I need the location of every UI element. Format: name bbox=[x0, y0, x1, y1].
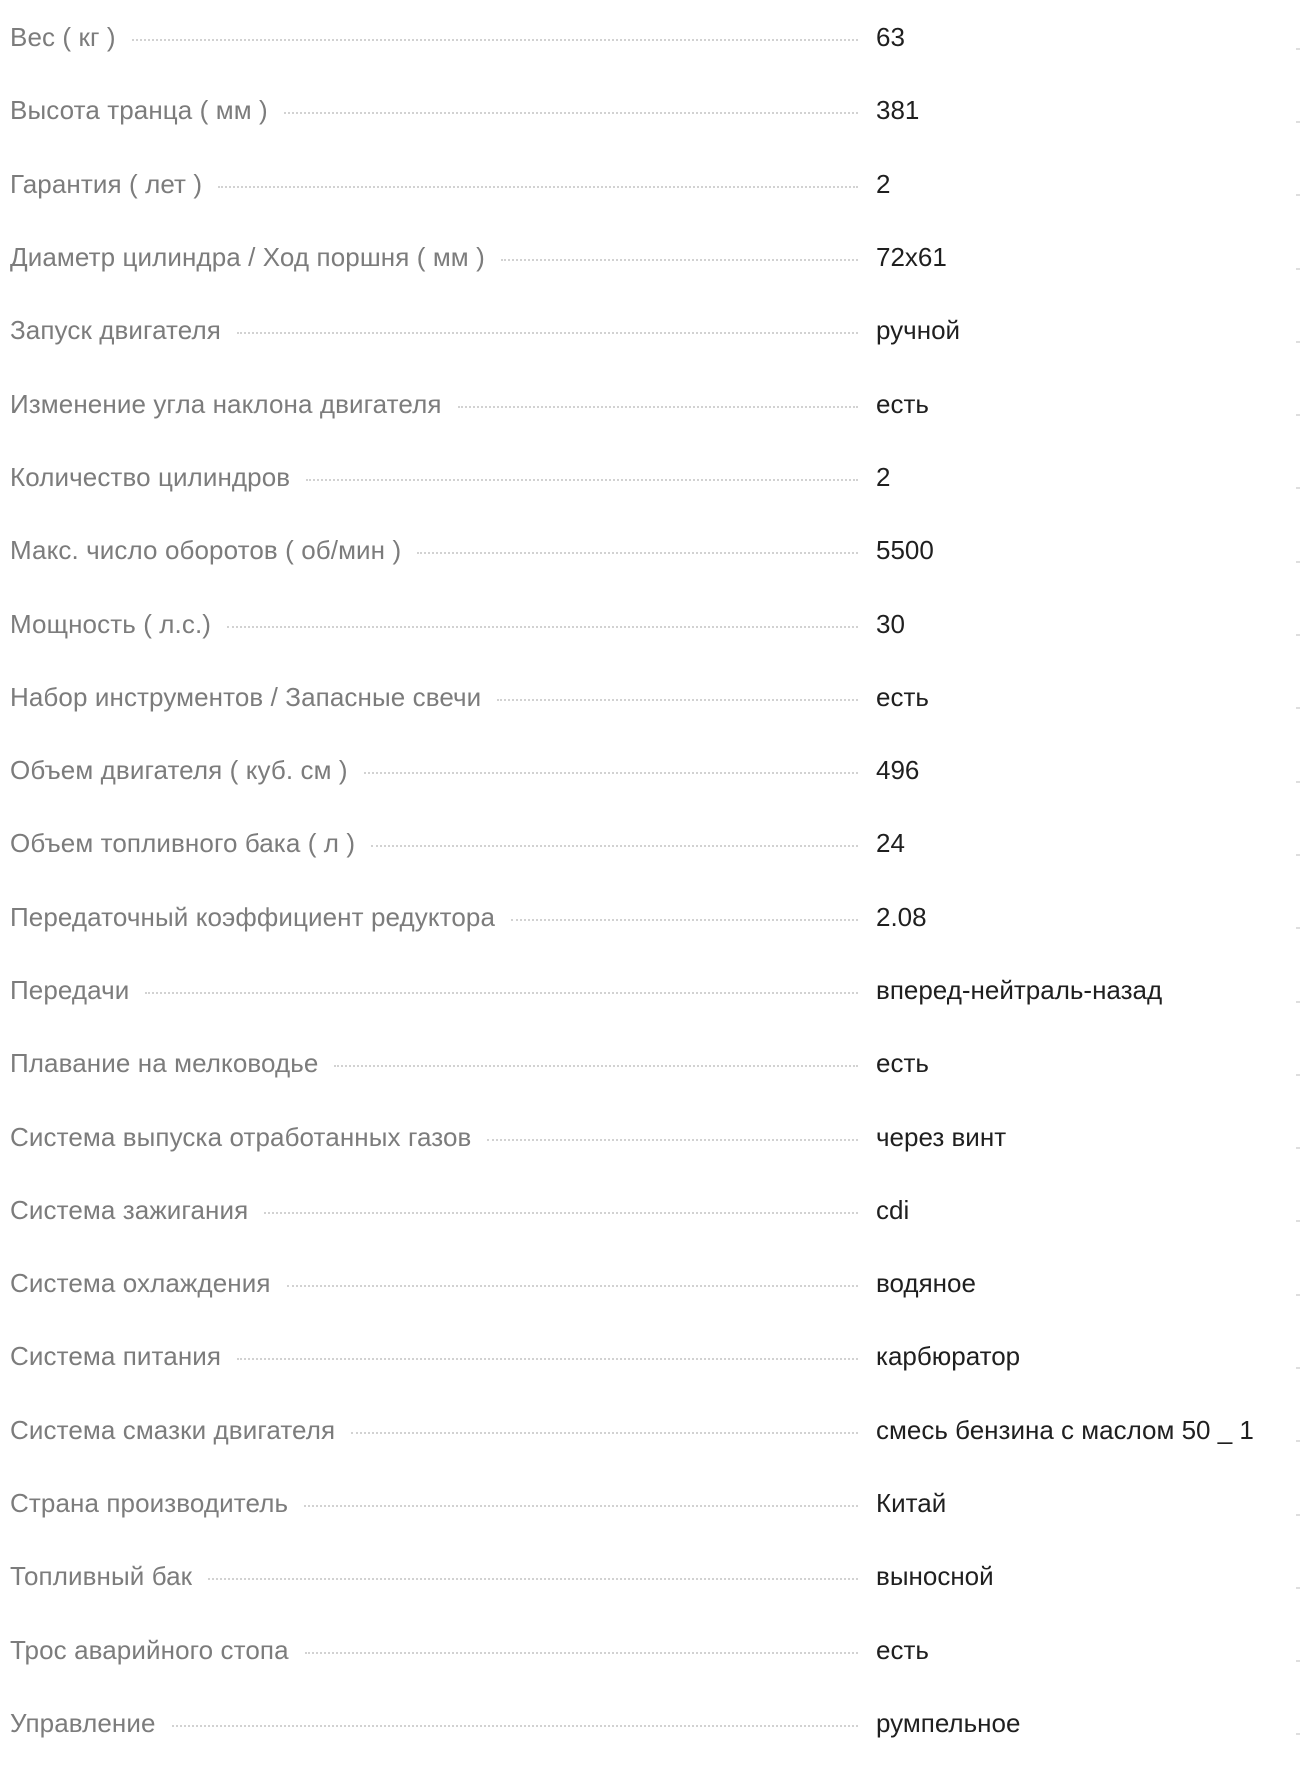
spec-name: Система выпуска отработанных газов bbox=[10, 1121, 472, 1152]
spec-row bbox=[10, 661, 1300, 734]
dotted-leader bbox=[237, 332, 858, 334]
spec-value: смесь бензина с маслом 50 _ 1 bbox=[876, 1414, 1254, 1445]
spec-row bbox=[10, 734, 1300, 807]
spec-name: Макс. число оборотов ( об/мин ) bbox=[10, 535, 402, 566]
spec-table bbox=[10, 0, 1300, 1760]
spec-name: Система смазки двигателя bbox=[10, 1414, 336, 1445]
spec-name: Изменение угла наклона двигателя bbox=[10, 388, 442, 419]
trailing-dot bbox=[1296, 1001, 1300, 1003]
spec-row bbox=[10, 954, 1300, 1027]
spec-name-cell bbox=[10, 315, 862, 346]
spec-value: ручной bbox=[876, 315, 961, 346]
trailing-dot bbox=[1296, 1074, 1300, 1076]
dotted-leader bbox=[227, 626, 858, 628]
spec-name-cell bbox=[10, 682, 862, 713]
spec-name-cell bbox=[10, 535, 862, 566]
spec-value: есть bbox=[876, 681, 929, 712]
spec-row bbox=[10, 587, 1300, 660]
trailing-dot bbox=[1296, 121, 1300, 123]
spec-name: Плавание на мелководье bbox=[10, 1048, 319, 1079]
spec-value: через винт bbox=[876, 1121, 1007, 1152]
dotted-leader bbox=[237, 1358, 858, 1360]
trailing-dot bbox=[1296, 707, 1300, 709]
spec-name-cell bbox=[10, 1708, 862, 1739]
trailing-dot bbox=[1296, 1660, 1300, 1662]
spec-name: Набор инструментов / Запасные свечи bbox=[10, 681, 482, 712]
dotted-leader bbox=[371, 845, 858, 847]
trailing-dot bbox=[1296, 268, 1300, 270]
spec-row bbox=[10, 1540, 1300, 1613]
dotted-leader bbox=[218, 186, 858, 188]
spec-row bbox=[10, 1320, 1300, 1393]
spec-value: карбюратор bbox=[876, 1341, 1021, 1372]
trailing-dot bbox=[1296, 1147, 1300, 1149]
spec-row bbox=[10, 441, 1300, 514]
dotted-leader bbox=[172, 1725, 858, 1727]
spec-name: Количество цилиндров bbox=[10, 461, 291, 492]
trailing-dot bbox=[1296, 1514, 1300, 1516]
trailing-dot bbox=[1296, 487, 1300, 489]
trailing-dot bbox=[1296, 341, 1300, 343]
spec-row bbox=[10, 294, 1300, 367]
spec-value: 496 bbox=[876, 755, 920, 786]
spec-row bbox=[10, 367, 1300, 440]
spec-value: 2.08 bbox=[876, 901, 927, 932]
spec-row bbox=[10, 1614, 1300, 1687]
dotted-leader bbox=[264, 1212, 858, 1214]
trailing-dot bbox=[1296, 561, 1300, 563]
spec-value: Китай bbox=[876, 1488, 947, 1519]
trailing-dot bbox=[1296, 1220, 1300, 1222]
spec-value: 63 bbox=[876, 22, 905, 53]
spec-value: есть bbox=[876, 1634, 929, 1665]
spec-name-cell bbox=[10, 22, 862, 53]
dotted-leader bbox=[364, 772, 858, 774]
trailing-dot bbox=[1296, 1440, 1300, 1442]
spec-name-cell bbox=[10, 755, 862, 786]
spec-name: Топливный бак bbox=[10, 1561, 193, 1592]
spec-name: Передаточный коэффициент редуктора bbox=[10, 901, 496, 932]
dotted-leader bbox=[304, 1505, 858, 1507]
spec-name-cell bbox=[10, 1415, 862, 1446]
trailing-dot bbox=[1296, 854, 1300, 856]
spec-name-cell bbox=[10, 1561, 862, 1592]
dotted-leader bbox=[497, 699, 858, 701]
dotted-leader bbox=[284, 112, 858, 114]
spec-value: 5500 bbox=[876, 535, 934, 566]
dotted-leader bbox=[208, 1578, 858, 1580]
spec-name: Гарантия ( лет ) bbox=[10, 168, 203, 199]
spec-name-cell bbox=[10, 389, 862, 420]
trailing-dot bbox=[1296, 48, 1300, 50]
spec-row bbox=[10, 1100, 1300, 1173]
dotted-leader bbox=[145, 992, 858, 994]
spec-name: Система охлаждения bbox=[10, 1268, 271, 1299]
spec-row bbox=[10, 1174, 1300, 1247]
spec-row bbox=[10, 1467, 1300, 1540]
spec-row bbox=[10, 1, 1300, 74]
spec-value: 30 bbox=[876, 608, 905, 639]
trailing-dot bbox=[1296, 1294, 1300, 1296]
dotted-leader bbox=[501, 259, 858, 261]
spec-row bbox=[10, 148, 1300, 221]
dotted-leader bbox=[305, 1652, 858, 1654]
spec-value: вперед-нейтраль-назад bbox=[876, 975, 1163, 1005]
trailing-dot bbox=[1296, 634, 1300, 636]
spec-value: cdi bbox=[876, 1194, 910, 1225]
spec-value: 24 bbox=[876, 828, 905, 859]
spec-name: Система питания bbox=[10, 1341, 222, 1372]
spec-name-cell bbox=[10, 1048, 862, 1079]
spec-name-cell bbox=[10, 609, 862, 640]
spec-row bbox=[10, 1247, 1300, 1320]
spec-name-cell bbox=[10, 902, 862, 933]
spec-value: 2 bbox=[876, 168, 891, 199]
spec-name-cell bbox=[10, 169, 862, 200]
spec-row bbox=[10, 881, 1300, 954]
spec-name-cell bbox=[10, 1488, 862, 1519]
spec-row bbox=[10, 221, 1300, 294]
spec-name-cell bbox=[10, 1635, 862, 1666]
dotted-leader bbox=[511, 919, 858, 921]
spec-row bbox=[10, 1687, 1300, 1760]
spec-name-cell bbox=[10, 828, 862, 859]
spec-value: 381 bbox=[876, 95, 920, 126]
spec-name: Объем двигателя ( куб. см ) bbox=[10, 755, 348, 786]
trailing-dot bbox=[1296, 194, 1300, 196]
spec-row bbox=[10, 807, 1300, 880]
spec-name: Объем топливного бака ( л ) bbox=[10, 828, 356, 859]
trailing-dot bbox=[1296, 1587, 1300, 1589]
spec-value: есть bbox=[876, 1048, 929, 1079]
spec-row bbox=[10, 1394, 1300, 1467]
spec-name: Мощность ( л.с.) bbox=[10, 608, 212, 639]
spec-row bbox=[10, 1027, 1300, 1100]
dotted-leader bbox=[458, 406, 858, 408]
spec-row bbox=[10, 74, 1300, 147]
spec-row bbox=[10, 514, 1300, 587]
dotted-leader bbox=[351, 1432, 858, 1434]
trailing-dot bbox=[1296, 781, 1300, 783]
spec-name: Диаметр цилиндра / Ход поршня ( мм ) bbox=[10, 242, 485, 273]
spec-name-cell bbox=[10, 1268, 862, 1299]
spec-name: Страна производитель bbox=[10, 1488, 289, 1519]
spec-value: румпельное bbox=[876, 1707, 1021, 1738]
trailing-dot bbox=[1296, 927, 1300, 929]
spec-name-cell bbox=[10, 462, 862, 493]
spec-name: Высота транца ( мм ) bbox=[10, 95, 268, 126]
dotted-leader bbox=[287, 1285, 858, 1287]
dotted-leader bbox=[306, 479, 858, 481]
spec-name: Запуск двигателя bbox=[10, 315, 221, 346]
spec-name-cell bbox=[10, 242, 862, 273]
spec-value: выносной bbox=[876, 1561, 994, 1592]
spec-value: есть bbox=[876, 388, 929, 419]
dotted-leader bbox=[487, 1139, 858, 1141]
spec-name-cell bbox=[10, 1195, 862, 1226]
dotted-leader bbox=[417, 552, 858, 554]
dotted-leader bbox=[334, 1065, 858, 1067]
spec-name-cell bbox=[10, 1122, 862, 1153]
trailing-dot bbox=[1296, 1367, 1300, 1369]
spec-name: Трос аварийного стопа bbox=[10, 1634, 289, 1665]
spec-value: водяное bbox=[876, 1268, 976, 1299]
spec-name-cell bbox=[10, 975, 862, 1006]
spec-name: Система зажигания bbox=[10, 1194, 249, 1225]
spec-name: Передачи bbox=[10, 975, 130, 1005]
trailing-dot bbox=[1296, 1733, 1300, 1735]
spec-name: Управление bbox=[10, 1707, 156, 1738]
spec-value: 2 bbox=[876, 461, 891, 492]
spec-value: 72x61 bbox=[876, 242, 947, 273]
spec-name-cell bbox=[10, 1341, 862, 1372]
dotted-leader bbox=[132, 39, 858, 41]
spec-name-cell bbox=[10, 95, 862, 126]
trailing-dot bbox=[1296, 414, 1300, 416]
spec-name: Вес ( кг ) bbox=[10, 22, 116, 53]
